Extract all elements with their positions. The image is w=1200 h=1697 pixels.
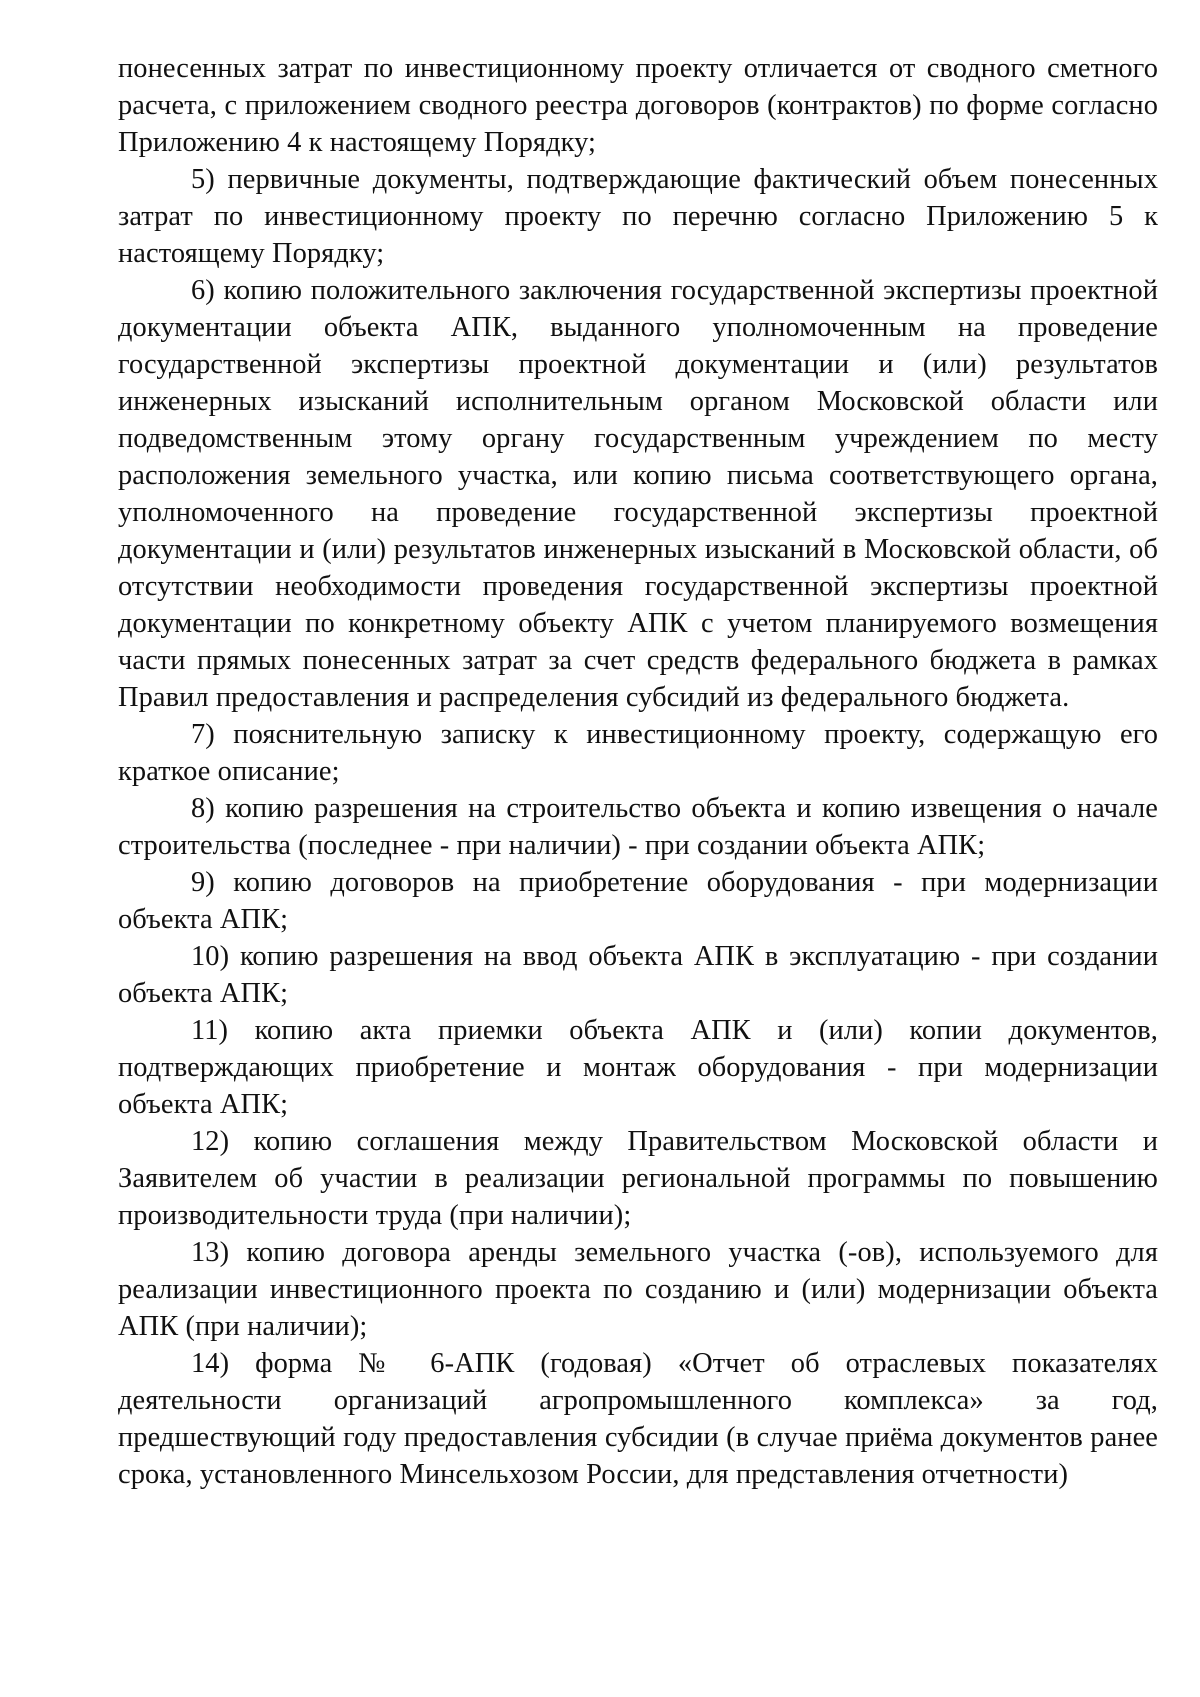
paragraph-continuation: понесенных затрат по инвестиционному проекту отличается от сводного сметного расчета, с приложением сводного реестра договоров (контрактов) по форме согласно Приложению 4 к настоящему Порядку; — [118, 53, 1158, 158]
list-item-5: 5) первичные документы, подтверждающие фактический объем понесенных затрат по инвестиционному проекту по перечню согласно Приложению 5 к настоящему Порядку; — [118, 164, 1158, 269]
list-item-9: 9) копию договоров на приобретение оборудования - при модернизации объекта АПК; — [118, 867, 1158, 935]
list-item-10: 10) копию разрешения на ввод объекта АПК в эксплуатацию - при создании объекта АПК; — [118, 941, 1158, 1009]
list-item-11: 11) копию акта приемки объекта АПК и (или) копии документов, подтверждающих приобретение и монтаж оборудования - при модернизации объекта АПК; — [118, 1015, 1158, 1120]
document-page — [118, 50, 1158, 1493]
list-item-12: 12) копию соглашения между Правительством Московской области и Заявителем об участии в реализации региональной программы по повышению производительности труда (при наличии); — [118, 1126, 1158, 1231]
list-item-7: 7) пояснительную записку к инвестиционному проекту, содержащую его краткое описание; — [118, 719, 1158, 787]
list-item-14: 14) форма № 6-АПК (годовая) «Отчет об отраслевых показателях деятельности организаций агропромышленного комплекса» за год, предшествующий году предоставления субсидии (в случае приёма документов ранее срока, установленного Минсельхозом России, для представления отчетности) — [118, 1348, 1158, 1490]
list-item-13: 13) копию договора аренды земельного участка (-ов), используемого для реализации инвестиционного проекта по созданию и (или) модернизации объекта АПК (при наличии); — [118, 1237, 1158, 1342]
list-item-6: 6) копию положительного заключения государственной экспертизы проектной документации объекта АПК, выданного уполномоченным на проведение государственной экспертизы проектной документации и (или) результатов инженерных изысканий исполнительным органом Московской области или подведомственным этому органу государственным учреждением по месту расположения земельного участка, или копию письма соответствующего органа, уполномоченного на проведение государственной экспертизы проектной документации и (или) результатов инженерных изысканий в Московской области, об отсутствии необходимости проведения государственной экспертизы проектной документации по конкретному объекту АПК с учетом планируемого возмещения части прямых понесенных затрат за счет средств федерального бюджета в рамках Правил предоставления и распределения субсидий из федерального бюджета. — [118, 275, 1158, 713]
list-item-8: 8) копию разрешения на строительство объекта и копию извещения о начале строительства (последнее - при наличии) - при создании объекта АПК; — [118, 793, 1158, 861]
